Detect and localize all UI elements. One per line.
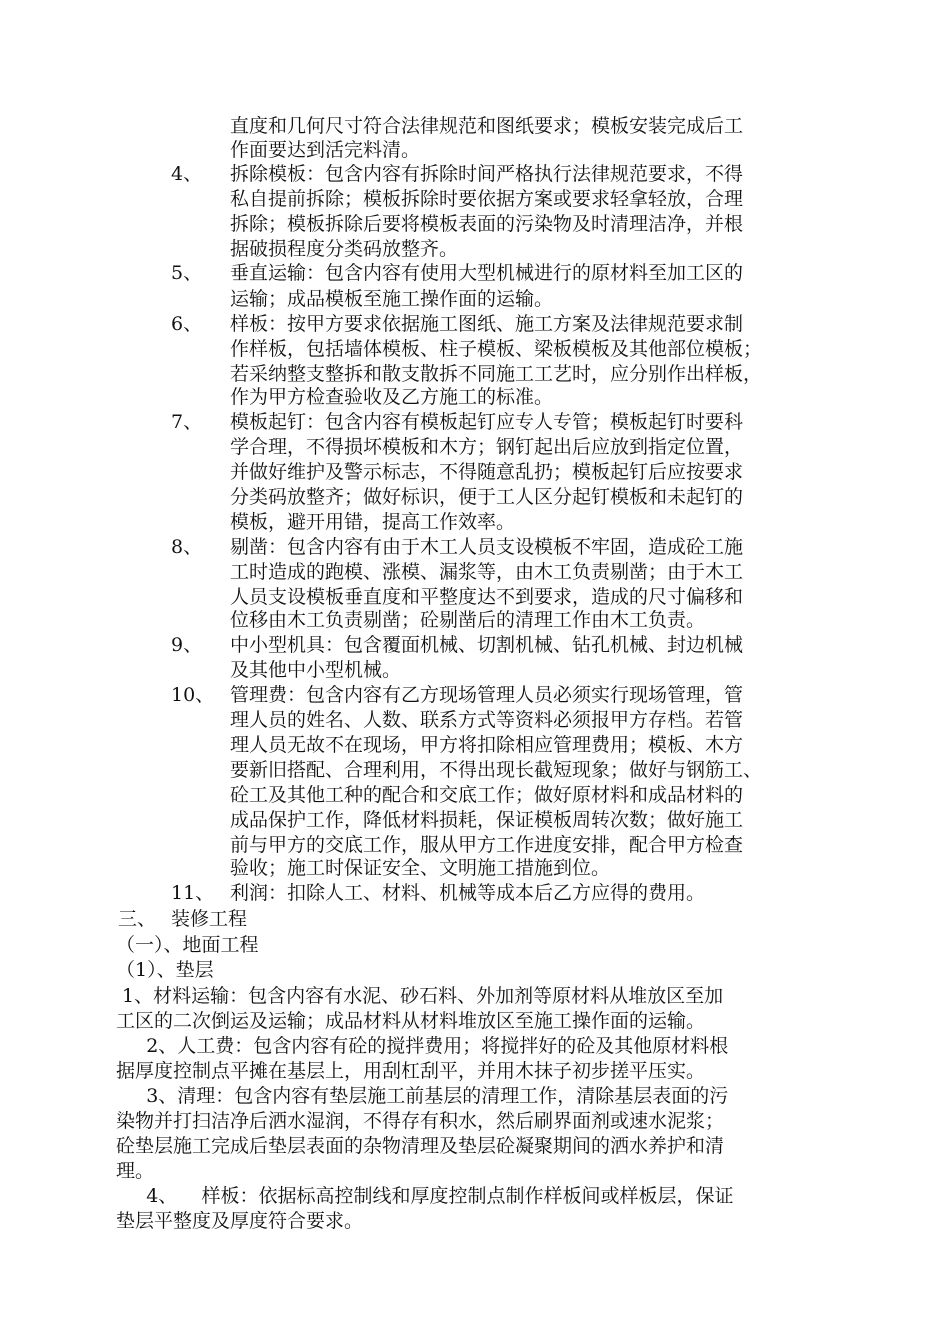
text-line: 理。 [116, 1160, 155, 1182]
text-line: 验收；施工时保证安全、文明施工措施到位。 [230, 857, 611, 879]
text-line: 及其他中小型机械。 [230, 659, 402, 681]
text-line: 运输；成品模板至施工操作面的运输。 [230, 288, 554, 310]
text-line: 利润：扣除人工、材料、机械等成本后乙方应得的费用。 [230, 882, 706, 904]
text-line: 砼工及其他工种的配合和交底工作；做好原材料和成品材料的 [230, 784, 744, 806]
list-number: 10、 [171, 684, 215, 706]
text-line: 模板起钉：包含内容有模板起钉应专人专管；模板起钉时要科 [230, 411, 744, 433]
text-line: 样板：按甲方要求依据施工图纸、施工方案及法律规范要求制 [230, 313, 744, 335]
subsection-title: （一）、地面工程 [116, 934, 259, 956]
list-number: 9、 [171, 634, 203, 656]
list-number: 11、 [171, 882, 215, 904]
text-line: 位移由木工负责剔凿；砼剔凿后的清理工作由木工负责。 [230, 609, 706, 631]
text-line: 染物并打扫洁净后洒水湿润，不得存有积水，然后刷界面剂或速水泥浆； [116, 1110, 725, 1132]
text-line: 2、人工费：包含内容有砼的搅拌费用；将搅拌好的砼及其他原材料根 [116, 1035, 729, 1057]
text-line: 人员支设模板垂直度和平整度达不到要求，造成的尺寸偏移和 [230, 586, 744, 608]
text-line: 分类码放整齐；做好标识，便于工人区分起钉模板和未起钉的 [230, 486, 744, 508]
text-line: 模板，避开用错，提高工作效率。 [230, 511, 516, 533]
section-number: 三、 [118, 908, 157, 930]
text-line: 理人员的姓名、人数、联系方式等资料必须报甲方存档。若管 [230, 709, 744, 731]
text-line: 4、 样板：依据标高控制线和厚度控制点制作样板间或样板层，保证 [116, 1185, 734, 1207]
text-line: 私自提前拆除；模板拆除时要依据方案或要求轻拿轻放，合理 [230, 188, 744, 210]
text-line: 管理费：包含内容有乙方现场管理人员必须实行现场管理，管 [230, 684, 744, 706]
text-line: 1、材料运输：包含内容有水泥、砂石料、外加剂等原材料从堆放区至加 [116, 985, 724, 1007]
text-line: 剔凿：包含内容有由于木工人员支设模板不牢固，造成砼工施 [230, 536, 744, 558]
text-line: 据破损程度分类码放整齐。 [230, 238, 459, 260]
list-number: 8、 [171, 536, 203, 558]
text-line: 拆除；模板拆除后要将模板表面的污染物及时清理洁净，并根 [230, 213, 744, 235]
text-line: 3、清理：包含内容有垫层施工前基层的清理工作，清除基层表面的污 [116, 1085, 729, 1107]
text-line: 作面要达到活完料清。 [230, 139, 421, 161]
text-line: 理人员无故不在现场，甲方将扣除相应管理费用；模板、木方 [230, 734, 744, 756]
text-line: 要新旧搭配、合理利用，不得出现长截短现象；做好与钢筋工、 [230, 759, 763, 781]
text-line: 直度和几何尺寸符合法律规范和图纸要求；模板安装完成后工 [230, 115, 744, 137]
text-line: 中小型机具：包含覆面机械、切割机械、钻孔机械、封边机械 [230, 634, 744, 656]
text-line: 作为甲方检查验收及乙方施工的标准。 [230, 386, 554, 408]
list-number: 6、 [171, 313, 203, 335]
list-number: 7、 [171, 411, 203, 433]
subsection-title: （1）、垫层 [116, 959, 214, 981]
text-line: 拆除模板：包含内容有拆除时间严格执行法律规范要求，不得 [230, 163, 744, 185]
section-title: 装修工程 [171, 908, 248, 930]
text-line: 前与甲方的交底工作，服从甲方工作进度安排，配合甲方检查 [230, 834, 744, 856]
text-line: 成品保护工作，降低材料损耗，保证模板周转次数；做好施工 [230, 809, 744, 831]
text-line: 并做好维护及警示标志，不得随意乱扔；模板起钉后应按要求 [230, 461, 744, 483]
text-line: 若采纳整支整拆和散支散拆不同施工工艺时，应分别作出样板， [230, 363, 763, 385]
text-line: 垂直运输：包含内容有使用大型机械进行的原材料至加工区的 [230, 262, 744, 284]
text-line: 工区的二次倒运及运输；成品材料从材料堆放区至施工操作面的运输。 [116, 1010, 706, 1032]
text-line: 工时造成的跑模、涨模、漏浆等，由木工负责剔凿；由于木工 [230, 561, 744, 583]
text-line: 作样板，包括墙体模板、柱子模板、梁板模板及其他部位模板； [230, 338, 763, 360]
text-line: 垫层平整度及厚度符合要求。 [116, 1210, 364, 1232]
text-line: 学合理，不得损坏模板和木方；钢钉起出后应放到指定位置， [230, 436, 744, 458]
text-line: 砼垫层施工完成后垫层表面的杂物清理及垫层砼凝聚期间的洒水养护和清 [116, 1135, 725, 1157]
text-line: 据厚度控制点平摊在基层上，用刮杠刮平，并用木抹子初步搓平压实。 [116, 1060, 706, 1082]
list-number: 4、 [171, 163, 203, 185]
list-number: 5、 [171, 262, 203, 284]
